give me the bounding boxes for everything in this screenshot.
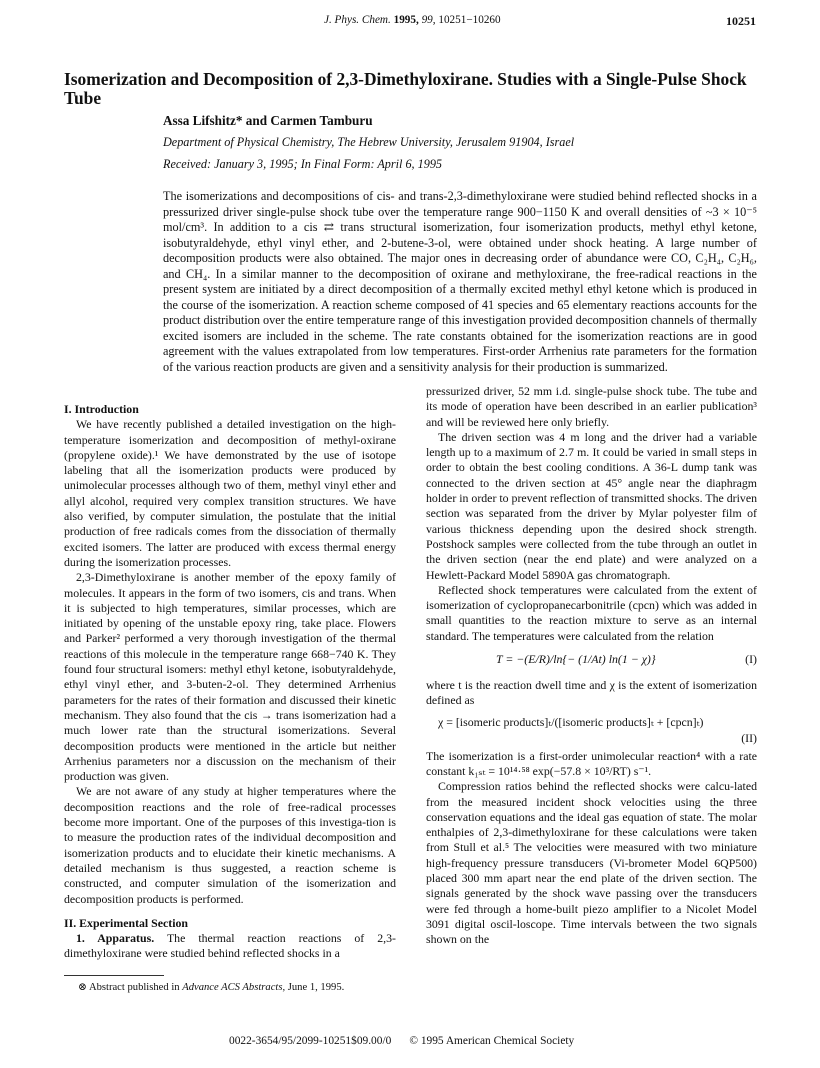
left-column <box>64 402 396 962</box>
paragraph: The driven section was 4 m long and the driver had a variable length up to a maximum of 2.7 m. It could be varied in small steps in order to obtain the best cooling conditions. A 36-L dump tank was connected to the driven section at 45° angle near the diaphragm holder in order to prevent reflection of transmitted shocks. The driven section was separated from the driver by Mylar polyester film of various thickness depending upon the desired shock strength. Postshock samples were collected from the tube through an outlet in the driven section (near the end plate) and were analyzed on a Hewlett-Packard Model 5890A gas chromatograph. <box>426 429 757 582</box>
copyright-notice: © 1995 American Chemical Society <box>409 1035 575 1047</box>
received-dates: Received: January 3, 1995; In Final Form: April 6, 1995 <box>163 157 443 171</box>
affiliation: Department of Physical Chemistry, The Hebrew University, Jerusalem 91904, Israel <box>163 135 575 149</box>
article-title: Isomerization and Decomposition of 2,3-Dimethyloxirane. Studies with a Single-Pulse Shock Tube <box>64 69 747 108</box>
paragraph: The isomerization is a first-order unimolecular reaction⁴ with a rate constant k₁ₛₜ = 10¹⁴·⁵⁸ exp(−57.8 × 10³/RT) s⁻¹. <box>426 748 757 778</box>
equation-2 <box>426 715 757 747</box>
section-heading-experimental: II. Experimental Section <box>64 915 189 930</box>
paragraph: where t is the reaction dwell time and χ is the extent of isomerization defined as <box>426 678 757 708</box>
paragraph <box>64 931 396 962</box>
footnote-source: Advance ACS Abstracts, <box>182 982 286 993</box>
equation-body: T = −(E/R)/ln{− (1/At) ln(1 − χ)} <box>496 652 656 667</box>
page-number: 10251 <box>726 14 756 28</box>
paragraph: We have recently published a detailed investigation on the high-temperature isomerization and decomposition of methyl-oxirane (propylene oxide).¹ We have demonstrated by the use of isotope labeling that all the isomerization products were produced by unimolecular processes although two of them, methyl vinyl ether and allyl alcohol, required very complex transition structures. We have also verified, by computer simulation, the postulate that the initial production of free radicals comes from the dissociation of thermally excited isomers. The latter are produced with excess thermal energy during the isomerization processes. <box>64 417 396 569</box>
footnote-prefix: ⊗ Abstract published in <box>78 982 180 993</box>
paragraph: Reflected shock temperatures were calculated from the extent of isomerization of cyclopropanecarbonitrile (cpcn) which was added in small quantities to the reaction mixture to serve as an internal standard. The temperatures were calculated from the relation <box>426 582 757 643</box>
footnote <box>78 981 344 993</box>
author-list: Assa Lifshitz* and Carmen Tamburu <box>163 113 373 128</box>
journal-volume: 99, <box>421 14 436 26</box>
paragraph: 2,3-Dimethyloxirane is another member of the epoxy family of molecules. It appears in the form of two isomers, cis and trans. When it is subjected to high temperatures, similar processes, which are initiated by opening of the unstable epoxy ring, take place. Flowers and Parker² performed a very thorough investigation of the thermal reactions of this molecule in the temperature range 668−740 K. They found four structural isomers: methyl ethyl ketone, isobutyraldehyde, ethyl vinyl ether, and 3-buten-2-ol. They determined Arrhenius parameters for the rates of their formation and discussed their kinetic mechanism. They also found that the cis → trans isomerization had a much lower rate than the structural isomerizations. Several decomposition products were mentioned in the article but neither Arrhenius parameters nor a discussion on the mechanism of their production was given. <box>64 570 396 784</box>
running-header <box>64 14 756 32</box>
price-code: 0022-3654/95/2099-10251$09.00/0 <box>229 1035 392 1047</box>
journal-name: J. Phys. Chem. <box>324 14 391 26</box>
equation-1 <box>426 652 757 672</box>
paragraph: We are not aware of any study at higher temperatures where the decomposition reactions and the role of free-radical processes become more important. One of the purposes of this investiga-tion is to measure the production rates of the individual decomposition and isomerization products and to elucidate their kinetic mechanisms. A detailed mechanism is thus suggested, a reaction scheme is constructed, and computer simulation of the isomerization and decomposition products is performed. <box>64 784 396 906</box>
footnote-divider <box>64 975 164 976</box>
abstract: The isomerizations and decompositions of cis- and trans-2,3-dimethyloxirane were studied behind reflected shocks in a pressurized driver single-pulse shock tube over the temperature range 900−1150 K and overall densities of ~3 × 10⁻⁵ mol/cm³. In addition to a cis ⇄ trans structural isomerization, four isomerization products, methyl ethyl ketone, isobutyraldehyde, ethyl vinyl ether, and 2-butene-3-ol, were obtained under shock heating. A large number of decomposition products were also obtained. The major ones in decreasing order of abundance were CO, C₂H₄, C₂H₆, and CH₄. In a similar manner to the decomposition of oxirane and methyloxirane, the free-radical reactions in the present system are initiated by a direct decomposition of a thermally excited methyl ethyl ketone which is produced in the course of the isomerization. A reaction scheme composed of 41 species and 65 elementary reactions accounts for the product distribution over the entire temperature range of this investigation provided decomposition channels of thermally excited isomers are included in the scheme. The rate constants obtained for the isomerization reactions are in good agreement with the values extrapolated from low temperatures. First-order Arrhenius rate parameters for the formation of the various reaction products are given and a sensitivity analysis for their production is summarized. <box>163 189 757 375</box>
subsection-text: The thermal reaction reactions of 2,3-dimethyloxirane were studied behind reflected shocks in a <box>64 931 396 961</box>
footnote-date: June 1, 1995. <box>287 982 345 993</box>
paragraph: Compression ratios behind the reflected shocks were calcu-lated from the measured incident shock velocities using the three conservation equations and the ideal gas equation of state. The molar enthalpies of 2,3-dimethyloxirane for these calculations were taken from Stull et al.⁵ The velocities were measured with two miniature high-frequency pressure transducers (Vi-brometer Model 6QP500) placed 300 mm apart near the end plate of the driven section. The signals generated by the shock wave passing over the transducers were fed through a home-built piezo amplifier to a Nicolet Model 3091 digital oscil-loscope. Time intervals between the two signals shown on the <box>426 779 757 947</box>
right-column <box>426 384 757 948</box>
page-footer <box>229 1035 574 1047</box>
journal-citation <box>324 14 501 26</box>
journal-year: 1995, <box>393 14 419 26</box>
equation-body: χ = [isomeric products]ₜ/([isomeric products]ₜ + [cpcn]ₜ) <box>438 714 704 729</box>
subsection-label: 1. Apparatus. <box>76 931 155 946</box>
journal-pages: 10251−10260 <box>438 14 501 26</box>
equation-number: (II) <box>741 730 757 745</box>
paragraph: pressurized driver, 52 mm i.d. single-pulse shock tube. The tube and its mode of operation have been described in an earlier publication³ and will be reviewed here only briefly. <box>426 384 757 429</box>
section-heading-introduction: I. Introduction <box>64 402 139 416</box>
equation-number: (I) <box>745 652 757 667</box>
